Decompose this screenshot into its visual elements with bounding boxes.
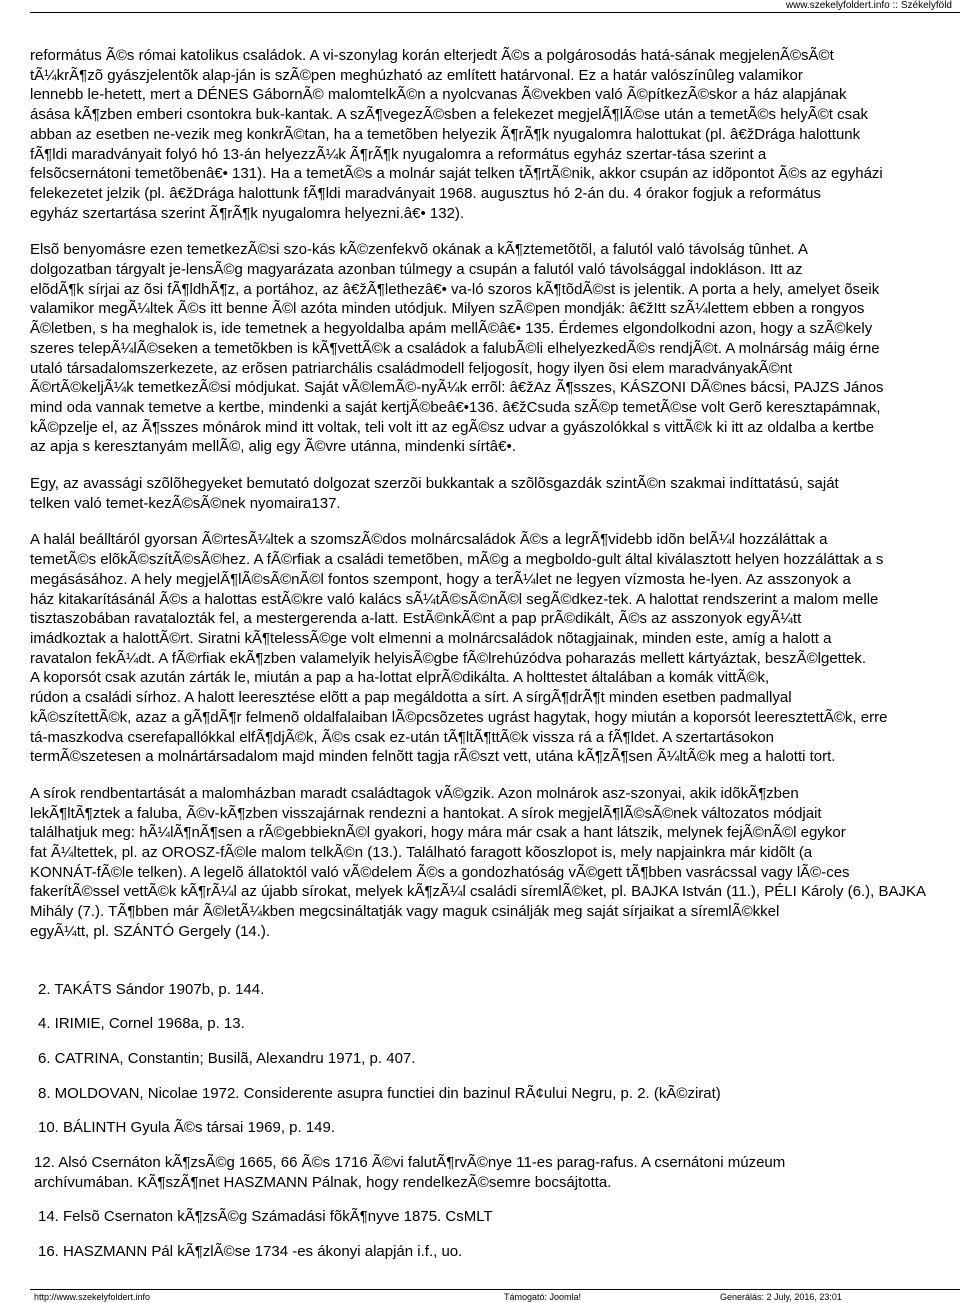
text-line: A halál beálltáról gyorsan Ã©rtesÃ¼ltek a szomszÃ©dos molnárcsaládok Ã©s a legrÃ¶videbb idõn belÃ¼l hozzáláttak a: [30, 531, 828, 549]
text-line: egyház szertartása szerint Ã¶rÃ¶k nyugalomra helyezni.â€• 132).: [30, 204, 465, 222]
text-line: kÃ©pzelje el, az Ã¶sszes mónárok mind itt voltak, teli volt itt az egÃ©sz udvar a gyászolókkal s vittÃ©k ki itt az oldalba a kertbe: [30, 418, 875, 436]
text-line: felekezetet jelzik (pl. â€žDrága halottunk fÃ¶ldi maradványait 1968. augusztus hó 2-án du. 4 órakor fogjuk a református: [30, 184, 821, 202]
text-line: találhatjuk meg: hÃ¼lÃ¶nÃ¶sen a rÃ©gebbieknÃ©l gyakori, hogy mára már csak a hant látszik, melynek fejÃ©nÃ©l egykor: [30, 824, 846, 842]
footnote-16: 16. HASZMANN Pál kÃ¶zlÃ©se 1734 -es ákonyi alapján i.f., uo.: [38, 1243, 463, 1261]
footnote-2: 2. TAKÁTS Sándor 1907b, p. 144.: [38, 980, 265, 998]
text-line: megásásához. A hely megjelÃ¶lÃ©sÃ©nÃ©l fontos szempont, hogy a terÃ¼let ne legyen vízmosta he-lyen. Az asszonyok a: [30, 570, 851, 588]
text-line: elõdÃ¶k sírjai az õsi fÃ¶ldhÃ¶z, a portához, az â€žÃ¶lethezâ€• va-ló szoros kÃ¶tõdÃ©st is jelentik. A porta a hely, amelyet õseik: [30, 280, 880, 298]
text-line: fÃ¶ldi maradványait folyó hó 13-án helyezzÃ¼k Ã¶rÃ¶k nyugalomra a református egyház szertar-tása szerint a: [30, 145, 767, 163]
paragraph-4: [30, 530, 960, 766]
text-line: telken való temet-kezÃ©sÃ©nek nyomaira137.: [30, 494, 341, 512]
footer-divider: [30, 1289, 960, 1290]
header-divider: [30, 12, 960, 13]
paragraph-1: [30, 46, 960, 223]
text-line: Egy, az avassági szõlõhegyeket bemutató dolgozat szerzõi bukkantak a szõlõsgazdák szintÃ©n szakmai indíttatású, saját: [30, 475, 839, 493]
text-line: A sírok rendbentartását a malomházban maradt családtagok vÃ©gzik. Azon molnárok asz-szonyai, akik idõkÃ¶zben: [30, 784, 799, 802]
text-line: abban az esetben ne-vezik meg konkrÃ©tan, ha a temetõben helyezik Ã¶rÃ¶k nyugalomra halottukat (pl. â€žDrága halottunk: [30, 125, 861, 143]
text-line: Ã©rtÃ©keljÃ¼k temetkezÃ©si módjukat. Saját vÃ©lemÃ©-nyÃ¼k errõl: â€žAz Ã¶sszes, KÁSZONI DÃ©nes bácsi, PAJZS János: [30, 379, 884, 397]
text-line: tá-maszkodva cserefapallókkal elfÃ¶djÃ©k, Ã©s csak ez-után tÃ¶ltÃ¶ttÃ©k vissza rá a fÃ¶ldet. A szertartásokon: [30, 728, 775, 746]
text-line: ház kitakarításánál Ã©s a halottas estÃ©kre való kalács sÃ¼tÃ©sÃ©nÃ©l segÃ©dkez-tek. A halottat rendszerint a malom melle: [30, 590, 879, 608]
footer-generated: Generálás: 2 July, 2016, 23:01: [720, 1292, 842, 1302]
text-line: imádkoztak a halottÃ©rt. Siratni kÃ¶telessÃ©ge volt elmenni a molnárcsaládok nõtagjainak, minden este, amíg a halott a: [30, 629, 832, 647]
paragraph-2: [30, 240, 960, 457]
footnote-12: [30, 1153, 960, 1192]
text-line: az apja s keresztanyám mellÃ©, alig egy Ã©vre utánna, mindenki sírtâ€•.: [30, 438, 516, 456]
text-line: fakerítÃ©ssel vettÃ©k kÃ¶rÃ¼l az újabb sírokat, melyek kÃ¶zÃ¼l családi síremlÃ©ket, pl. BAJKA István (11.), PÉLI Károly (6.), BAJKA: [30, 883, 926, 901]
text-line: felsõcsernátoni temetõbenâ€• 131). Ha a temetÃ©s a molnár saját telken tÃ¶rtÃ©nik, akkor csupán az idõpontot Ã©s az egyházi: [30, 165, 883, 183]
article-body: [30, 46, 960, 1262]
text-line: tisztaszobában ravatalozták fel, a mestergerenda a-latt. EstÃ©nkÃ©nt a pap prÃ©dikált, Ã©s az asszonyok egyÃ¼tt: [30, 610, 802, 628]
paragraph-5: [30, 784, 960, 942]
site-header: www.szekelyfoldert.info :: Székelyföld: [785, 0, 952, 11]
footnote-10: 10. BÁLINTH Gyula Ã©s társai 1969, p. 149.: [38, 1119, 336, 1137]
text-line: archívumában. KÃ¶szÃ¶net HASZMANN Pálnak, hogy rendelkezÃ©semre bocsájtotta.: [34, 1173, 612, 1191]
footnote-14: 14. Felsõ Csernaton kÃ¶zsÃ©g Számadási fõkÃ¶nyve 1875. CsMLT: [38, 1208, 493, 1226]
text-line: református Ã©s római katolikus családok. A vi-szonylag korán elterjedt Ã©s a polgárosodás hatá-sának megjelenÃ©sÃ©t: [30, 47, 834, 64]
footnote-8: 8. MOLDOVAN, Nicolae 1972. Considerente asupra functiei din bazinul RÃ¢ului Negru, p. 2. (kÃ©zirat): [38, 1084, 721, 1102]
text-line: lekÃ¶ltÃ¶ztek a faluba, Ã©v-kÃ¶zben visszajárnak rendezni a hantokat. A sírok megjelÃ¶lÃ©sÃ©nek változatos módjait: [30, 804, 822, 822]
text-line: utaló társadalomszerkezete, az erõsen patriarchális családmodell feljogosít, hogy ilyen õsi elem maradványakÃ©nt: [30, 359, 793, 377]
text-line: rúdon a családi sírhoz. A halott leeresztése elõtt a pap megáldotta a sírt. A sírgÃ¶drÃ¶t minden esetben padmallyal: [30, 689, 792, 707]
text-line: KONNÁT-fÃ©le telken). A legelõ állatoktól való vÃ©delem Ã©s a gondozhatóság vÃ©gett tÃ¶bben vasrácssal vagy lÃ©-ces: [30, 863, 850, 881]
text-line: valamikor megÃ¼ltek Ã©s itt benne Ã©l azóta minden utódjuk. Milyen szÃ©pen mondják: â€žItt szÃ¼lettem ebben a rongyos: [30, 300, 865, 318]
text-line: fat Ã¼ltettek, pl. az OROSZ-fÃ©le malom telkÃ©n (13.). Található faragott kõoszlopot is, mely napjainkra már kidõlt (a: [30, 844, 813, 862]
text-line: termÃ©szetesen a molnártársadalom majd minden felnõtt tagja rÃ©szt vett, utána kÃ¶zÃ¶sen Ã¼ltÃ©k meg a halotti tort.: [30, 748, 836, 766]
text-line: Mihály (7.). TÃ¶bben már Ã©letÃ¼kben megcsináltatják vagy maguk csinálják meg saját sírjaikat a síremlÃ©kkel: [30, 903, 780, 921]
text-line: lennebb le-hetett, mert a DÉNES GábornÃ© malomtelkÃ©n a nyolcvanas Ã©vekben való Ã©pítkezÃ©skor a ház alapjának: [30, 86, 847, 104]
text-line: 12. Alsó Csernáton kÃ¶zsÃ©g 1665, 66 Ã©s 1716 Ã©vi falutÃ¶rvÃ©nye 11-es parag-rafus. A csernátoni múzeum: [34, 1154, 786, 1172]
paragraph-3: [30, 474, 960, 513]
text-line: Elsõ benyomásre ezen temetkezÃ©si szo-kás kÃ©zenfekvõ okának a kÃ¶ztemetõtõl, a falutól való távolság tûnhet. A: [30, 241, 809, 259]
text-line: egyÃ¼tt, pl. SZÁNTÓ Gergely (14.).: [30, 922, 271, 940]
footnote-4: 4. IRIMIE, Cornel 1968a, p. 13.: [38, 1015, 245, 1033]
footer-support: Támogató: Joomla!: [504, 1292, 582, 1302]
text-line: ravatalon fekÃ¼dt. A fÃ©rfiak ekÃ¶zben valamelyik helyisÃ©gbe fÃ©lrehúzódva poharazás mellett kártyáztak, beszÃ©lgettek.: [30, 649, 867, 667]
text-line: szeres telepÃ¼lÃ©seken a temetõkben is kÃ¶vettÃ©k a családok a falubÃ©li elhelyezkedÃ©s rendjÃ©t. A molnárság máig érne: [30, 339, 880, 357]
text-line: dolgozatban tárgyalt je-lensÃ©g magyarázata azonban túlmegy a csupán a falutól való távolsággal indokláson. Itt az: [30, 261, 803, 279]
footer-url: http://www.szekelyfoldert.info: [34, 1292, 151, 1302]
text-line: mind oda vannak temetve a kertbe, mindenki a saját kertjÃ©beâ€•136. â€žCsuda szÃ©p temetÃ©se volt Gerõ keresztapámnak,: [30, 398, 881, 416]
text-line: kÃ©szítettÃ©k, azaz a gÃ¶dÃ¶r felmenõ oldalfalaiban lÃ©pcsõzetes ugrást hagytak, hogy miután a koporsót leeresztettÃ©k, erre: [30, 708, 888, 726]
text-line: Ã©letben, s ha meghalok is, ide temetnek a hegyoldalba apám mellÃ©â€• 135. Érdemes elgondolkodni azon, hogy a szÃ©kely: [30, 320, 873, 338]
text-line: tÃ¼krÃ¶zõ gyászjelentõk alap-ján is szÃ©pen meghúzható az említett határvonal. Ez a határ valószínûleg valamikor: [30, 66, 803, 84]
footnote-6: 6. CATRINA, Constantin; Busilã, Alexandru 1971, p. 407.: [38, 1049, 416, 1067]
text-line: A koporsót csak azután zárták le, miután a pap a ha-lottat elprÃ©dikálta. A holttestet általában a komák vittÃ©k,: [30, 669, 770, 687]
text-line: temetÃ©s elõkÃ©szítÃ©sÃ©hez. A fÃ©rfiak a családi temetõben, mÃ©g a megboldo-gult által kiválasztott helyen hozzáláttak a s: [30, 551, 884, 569]
text-line: ásása kÃ¶zben emberi csontokra buk-kantak. A szÃ¶vegezÃ©sben a felekezet megjelÃ¶lÃ©se után a temetÃ©s helyÃ©t csak: [30, 106, 868, 124]
